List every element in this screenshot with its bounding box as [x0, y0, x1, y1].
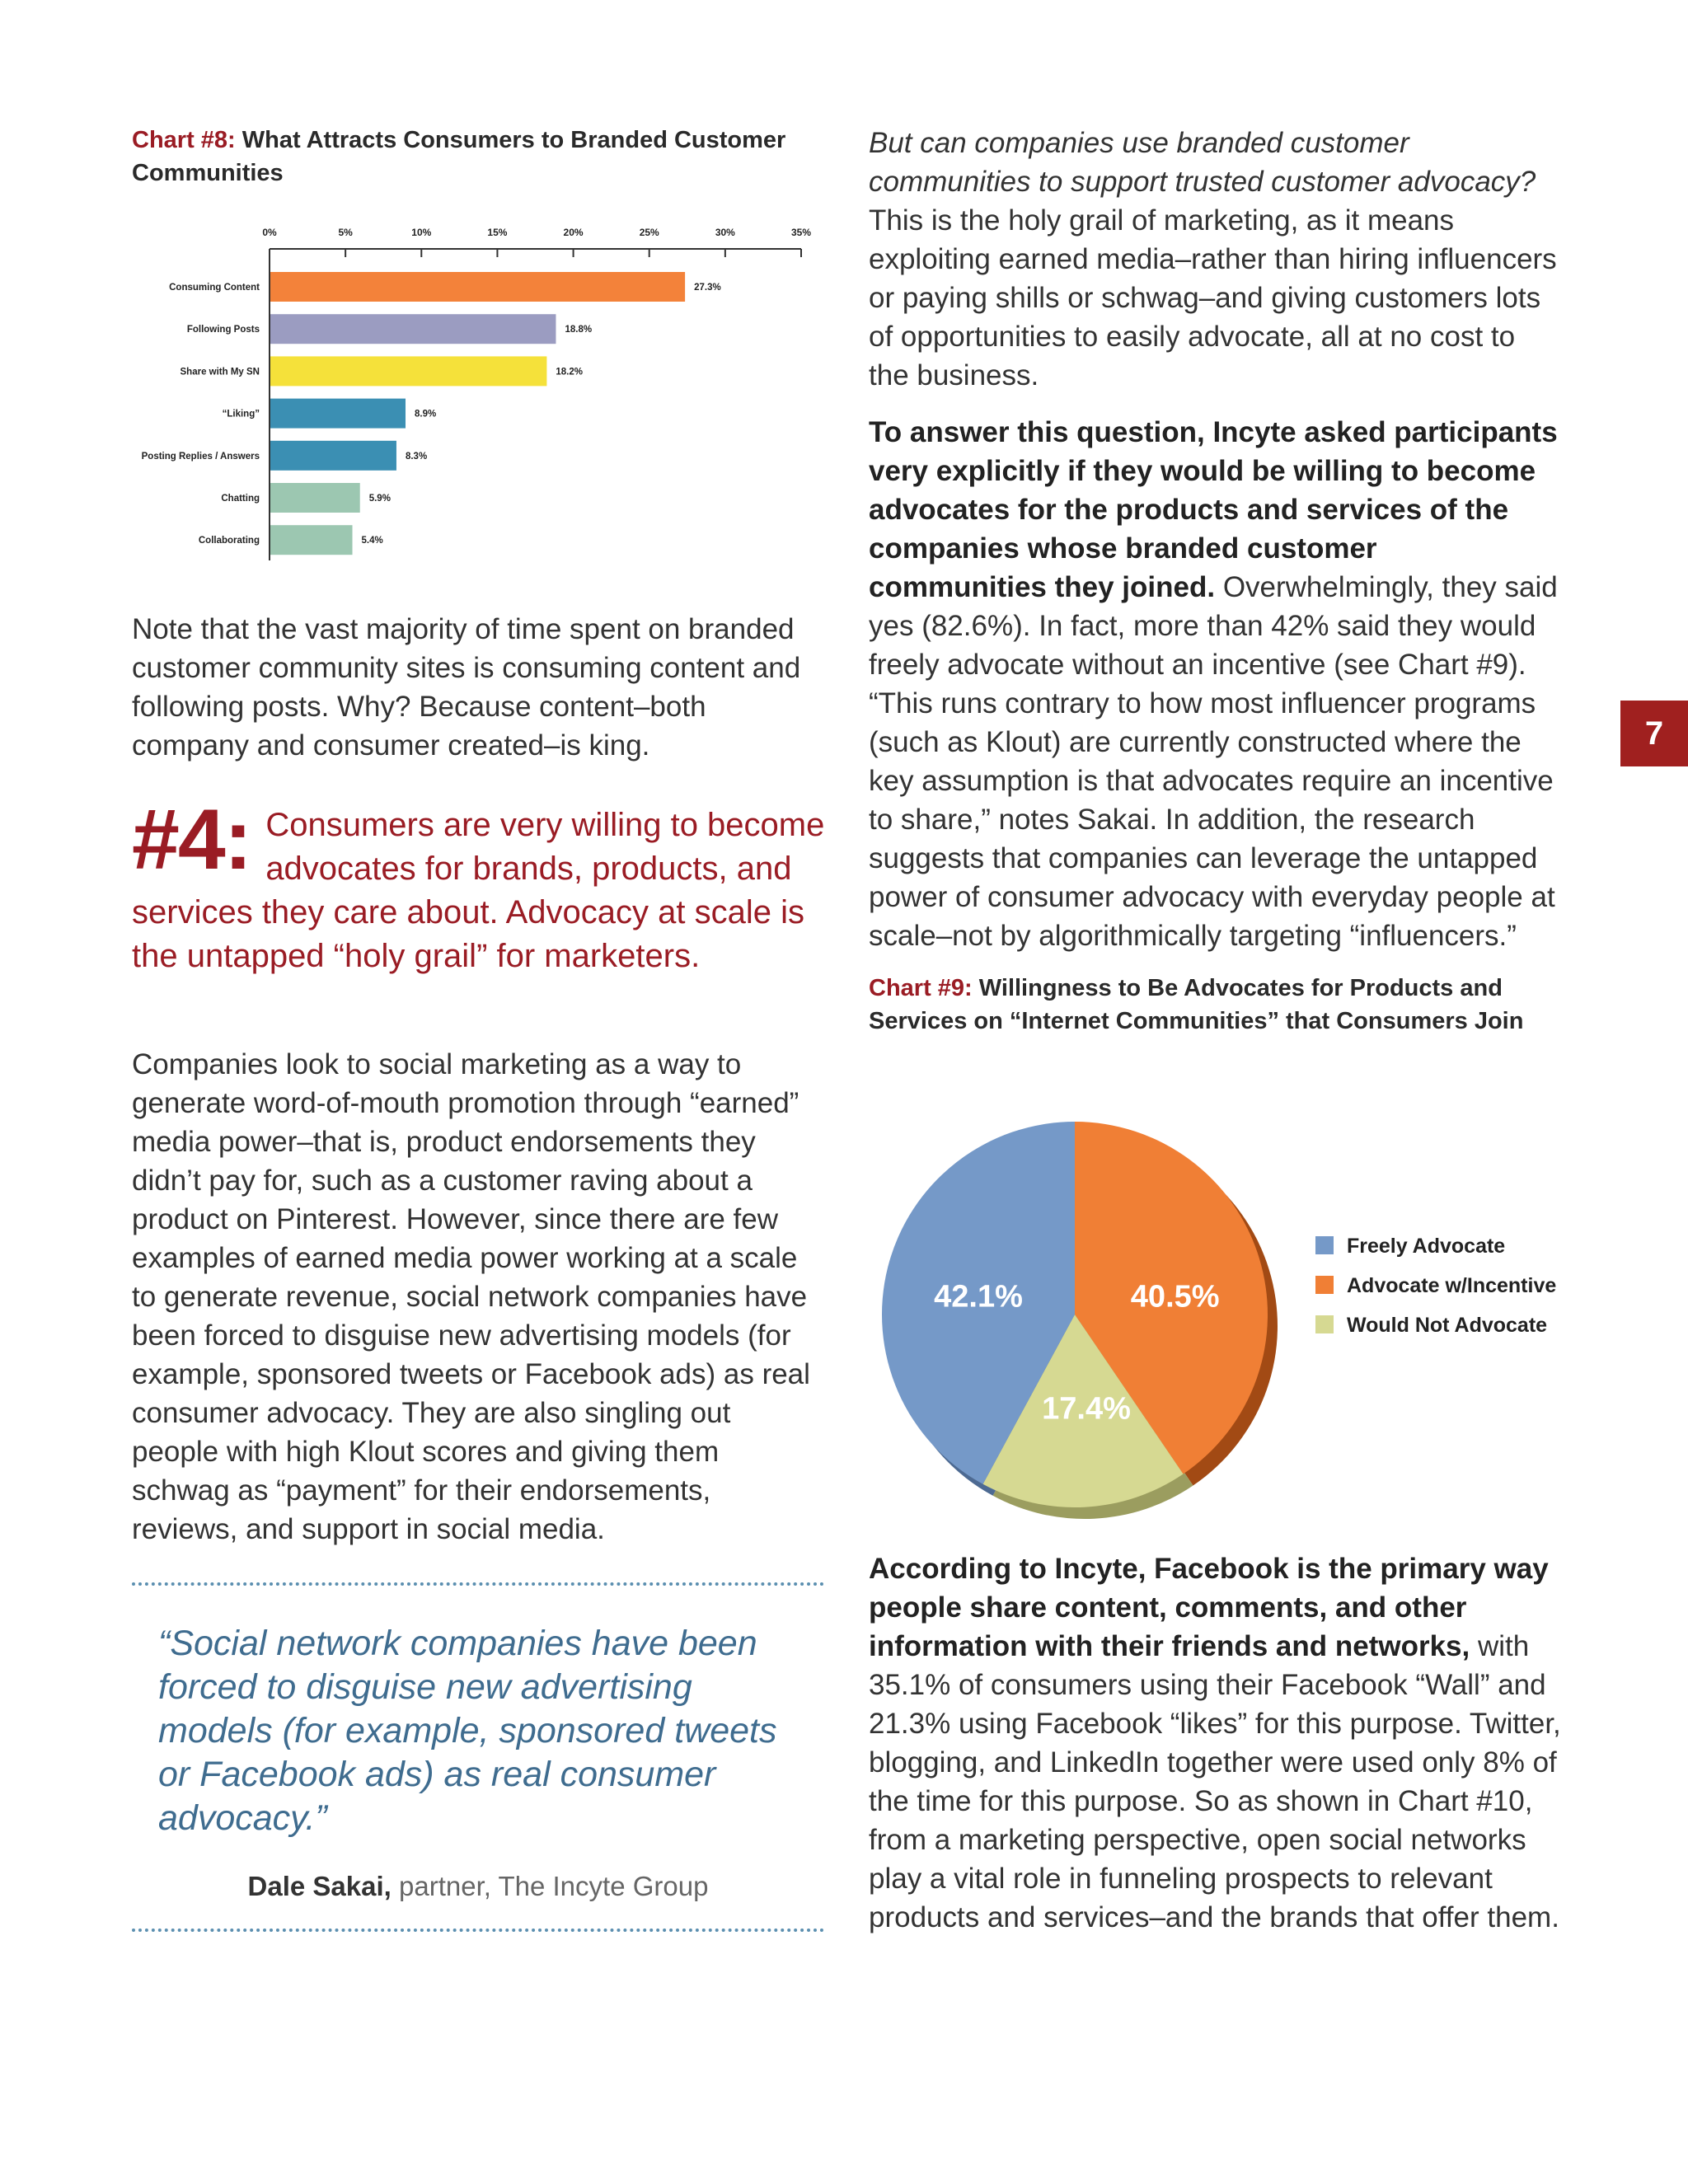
- section-number: #4:: [132, 792, 251, 888]
- x-tick-label: 20%: [563, 227, 584, 238]
- bar-value-label: 5.4%: [361, 536, 383, 546]
- chart8-title: [132, 124, 824, 190]
- right-paragraph-3-text: with 35.1% of consumers using their Facebook “Wall” and 21.3% using Facebook “likes” for this purpose. Twitter, blogging, and LinkedIn together were used only 8% of the time for this purpose. So as shown in Chart #10, from a marketing perspective, open social networks play a vital role in funneling prospects to relevant products and services–and the brands that offer them.: [869, 1630, 1561, 1933]
- right-paragraph-2-bold: To answer this question, Incyte asked participants very explicitly if they would be willing to become advocates for the products and services of the companies whose branded customer communities they joined.: [869, 416, 1558, 603]
- section-heading-text: Consumers are very willing to become advocates for brands, products, and services they care about. Advocacy at scale is the untapped “holy grail” for marketers.: [132, 807, 825, 974]
- left-paragraph-1: Note that the vast majority of time spent on branded customer community sites is consuming content and following posts. Why? Because content–both company and consumer created–is king.: [132, 613, 801, 762]
- right-paragraph-2: [869, 413, 1563, 955]
- quote-author-name: Dale Sakai,: [247, 1871, 392, 1901]
- pie-value-label: 42.1%: [934, 1279, 1023, 1315]
- bar-value-label: 8.9%: [415, 409, 437, 419]
- x-tick-label: 30%: [715, 227, 735, 238]
- category-label: Consuming Content: [169, 283, 260, 293]
- quote-text: “Social network companies have been forced to disguise new advertising models (for example, sponsored tweets or Facebook ads) as real consumer advocacy.”: [158, 1624, 777, 1838]
- quote-attribution: [132, 1871, 824, 1902]
- pull-quote: [132, 1582, 824, 1935]
- x-tick-label: 0%: [262, 227, 277, 238]
- legend-swatch: [1315, 1315, 1334, 1333]
- bar: [270, 314, 556, 344]
- right-paragraph-3: [869, 1549, 1563, 1937]
- category-label: Share with My SN: [180, 367, 260, 377]
- right-paragraph-1-question: But can companies use branded customer communities to support trusted customer advocacy?: [869, 127, 1536, 198]
- bar: [270, 441, 396, 471]
- left-paragraph-2: Companies look to social marketing as a way to generate word-of-mouth promotion through “earned” media power–that is, product endorsements they didn’t pay for, such as a customer raving about a product on Pinterest. However, since there are few examples of earned media power working at a scale to generate revenue, social network companies have been forced to disguise new advertising models (for example, sponsored tweets or Facebook ads) as real consumer advocacy. They are also singling out people with high Klout scores and giving them schwag as “payment” for their endorsements, reviews, and support in social media.: [132, 1048, 810, 1545]
- category-label: Posting Replies / Answers: [141, 451, 260, 462]
- quote-bottom-divider: [132, 1929, 824, 1932]
- legend-label: Would Not Advocate: [1347, 1314, 1548, 1337]
- chart8-number: Chart #8:: [132, 127, 236, 153]
- left-column: [132, 124, 824, 190]
- bar: [270, 272, 685, 302]
- right-paragraph-2-text: Overwhelmingly, they said yes (82.6%). In fact, more than 42% said they would freely advocate without an incentive (see Chart #9). “This runs contrary to how most influencer programs (such as Klout) are currently constructed where the key assumption is that advocates require an incentive to share,” notes Sakai. In addition, the research suggests that companies can leverage the untapped power of consumer advocacy with everyday people at scale–not by algorithmically targeting “influencers.”: [869, 571, 1558, 952]
- section-heading-4: [132, 792, 841, 978]
- page-number-tab: 7: [1620, 701, 1688, 766]
- bar-value-label: 18.2%: [556, 367, 584, 377]
- chart9-title: [869, 972, 1563, 1038]
- category-label: Chatting: [221, 494, 260, 504]
- chart9-number: Chart #9:: [869, 975, 973, 1001]
- bar: [270, 356, 546, 386]
- right-paragraph-1: [869, 124, 1563, 395]
- bar-value-label: 5.9%: [368, 494, 391, 504]
- pie-value-label: 40.5%: [1130, 1279, 1220, 1315]
- quote-author-role: partner, The Incyte Group: [399, 1871, 709, 1901]
- bar-value-label: 18.8%: [565, 325, 593, 335]
- x-tick-label: 5%: [338, 227, 353, 238]
- chart9-title-text: Willingness to Be Advocates for Products and Services on “Internet Communities” that Consumers Join: [869, 975, 1524, 1034]
- x-tick-label: 35%: [790, 227, 812, 238]
- right-paragraph-3-bold: According to Incyte, Facebook is the primary way people share content, comments, and other information with their friends and networks,: [869, 1553, 1549, 1662]
- x-tick-label: 25%: [639, 227, 659, 238]
- category-label: Following Posts: [186, 325, 260, 335]
- chart9-pie-chart: [869, 1096, 1563, 1525]
- chart8-bar-chart: [124, 214, 832, 569]
- legend-swatch: [1315, 1276, 1334, 1294]
- bar: [270, 399, 406, 429]
- bar-value-label: 27.3%: [694, 283, 721, 293]
- category-label: Collaborating: [198, 536, 260, 546]
- pie-value-label: 17.4%: [1042, 1391, 1131, 1427]
- quote-top-divider: [132, 1582, 824, 1586]
- chart8-title-text: What Attracts Consumers to Branded Customer Communities: [132, 127, 786, 186]
- legend-label: Advocate w/Incentive: [1347, 1274, 1557, 1297]
- bar: [270, 525, 353, 555]
- x-tick-label: 15%: [487, 227, 508, 238]
- legend-label: Freely Advocate: [1347, 1235, 1506, 1258]
- bar-value-label: 8.3%: [405, 451, 428, 462]
- bar: [270, 483, 360, 513]
- legend-swatch: [1315, 1236, 1334, 1254]
- right-column: [869, 124, 1563, 1038]
- right-paragraph-1-text: This is the holy grail of marketing, as it means exploiting earned media–rather than hiring influencers or paying shills or schwag–and giving customers lots of opportunities to easily advocate, all at no cost to the business.: [869, 204, 1557, 391]
- x-tick-label: 10%: [411, 227, 432, 238]
- category-label: “Liking”: [222, 409, 260, 419]
